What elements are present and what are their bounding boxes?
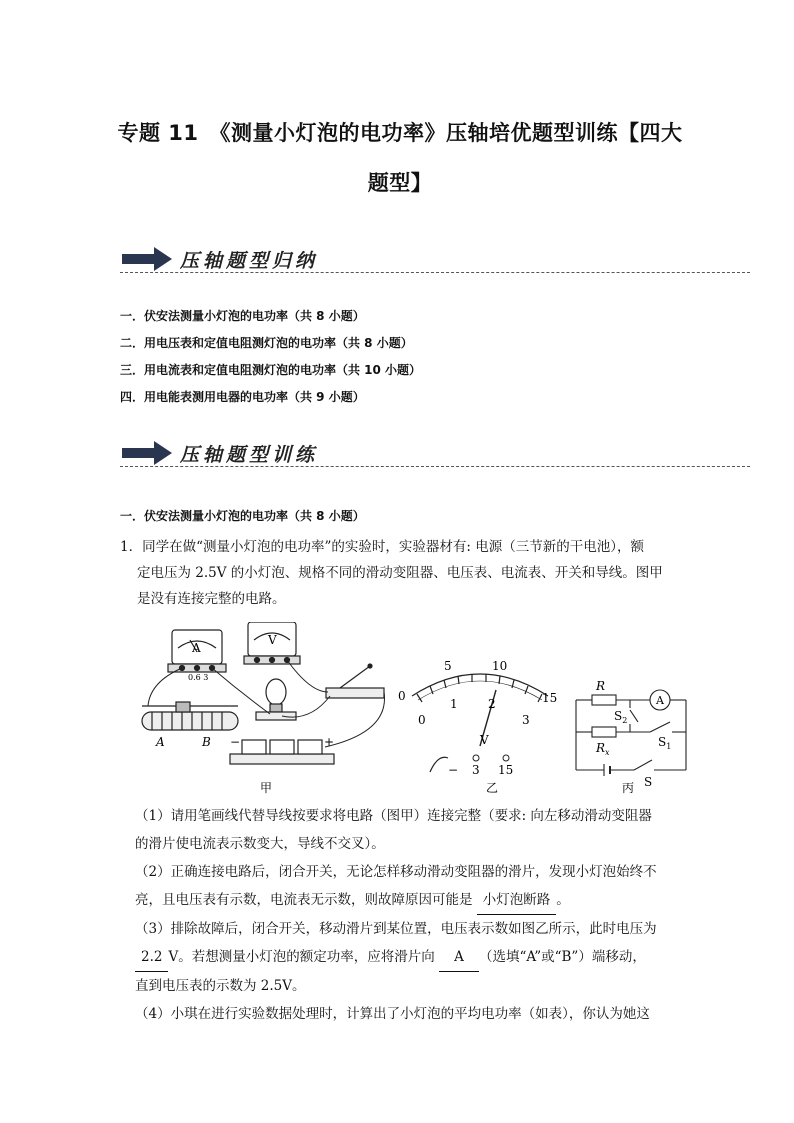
voltmeter-label: V [268, 633, 277, 647]
dial-scale [412, 674, 548, 702]
answer-blank: 小灯泡断路 [477, 886, 557, 915]
scale-top-label: 10 [492, 659, 508, 673]
ammeter-terminals: 0.6 3 [188, 673, 209, 682]
rheostat-b-label: B [202, 735, 211, 749]
problem-text: 是没有连接完整的电路。 [137, 591, 286, 607]
dial-terminal-label: − [448, 763, 459, 777]
question-1: （1）请用笔画线代替导线按要求将电路（图甲）连接完整（要求: 向左移动滑动变阻器 [135, 808, 652, 824]
banner-divider [120, 466, 750, 467]
circuit-r-label: R [596, 679, 606, 693]
question-1-cont: 的滑片使电流表示数变大，导线不交叉）。 [135, 836, 385, 852]
dial-terminal-icon [503, 755, 509, 761]
dial-terminal-label: 3 [472, 763, 480, 777]
section-heading: 一．伏安法测量小灯泡的电功率（共 8 小题） [120, 509, 365, 523]
scale-bottom-label: 1 [450, 697, 458, 711]
arrow-icon [120, 244, 180, 274]
question-3-end: 直到电压表的示数为 2.5V。 [135, 978, 306, 994]
circuit-s2-label: $S_2$ [614, 709, 628, 725]
summary-banner-label: 压轴题型归纳 [180, 250, 319, 272]
training-banner-label: 压轴题型训练 [180, 444, 319, 466]
scale-bottom-label: 2 [488, 697, 496, 711]
figure-label-bing: 丙 [622, 781, 635, 795]
arrow-icon [120, 438, 180, 468]
figure-label-yi: 乙 [486, 781, 499, 795]
dial-terminal-label: 15 [498, 763, 514, 777]
toc-item[interactable]: 三．用电流表和定值电阻测灯泡的电功率（共 10 小题） [120, 363, 422, 377]
question-2-cont: 亮，且电压表有示数，电流表无示数，则故障原因可能是 小灯泡断路 。 [135, 886, 705, 915]
battery-plus-label: + [324, 735, 335, 749]
dial-terminal-icon [473, 755, 479, 761]
circuit-s1-label: $S_1$ [658, 735, 672, 751]
question-2: （2）正确连接电路后，闭合开关，无论怎样移动滑动变阻器的滑片，发现小灯泡始终不 [135, 864, 657, 880]
battery-minus-label: − [230, 735, 241, 749]
answer-blank: 2.2 [135, 943, 168, 972]
toc-item[interactable]: 一．伏安法测量小灯泡的电功率（共 8 小题） [120, 309, 365, 323]
toc-list [120, 303, 421, 411]
scale-top-label: 15 [542, 691, 558, 705]
banner-divider [120, 272, 750, 273]
page-title [100, 108, 700, 208]
battery-pack [230, 740, 334, 764]
switch [326, 664, 384, 698]
scale-top-label: 0 [398, 689, 406, 703]
title-line-1: 专题 11 《测量小灯泡的电功率》压轴培优题型训练【四大 [117, 121, 683, 145]
rheostat [142, 702, 238, 730]
problem-text: 同学在做“测量小灯泡的电功率”的实验时，实验器材有: 电源（三节新的干电池），额 [142, 539, 644, 555]
question-3: （3）排除故障后，闭合开关，移动滑片到某位置，电压表示数如图乙所示，此时电压为 [135, 921, 657, 937]
training-banner [120, 438, 750, 478]
circuit-rx-label: $R_x$ [596, 741, 610, 757]
experiment-figure [130, 622, 690, 802]
question-4: （4）小琪在进行实验数据处理时，计算出了小灯泡的平均电功率（如表），你认为她这 [135, 1006, 650, 1022]
toc-item[interactable]: 四．用电能表测用电器的电功率（共 9 小题） [120, 390, 365, 404]
toc-item[interactable]: 二．用电压表和定值电阻测灯泡的电功率（共 8 小题） [120, 336, 413, 350]
figure-label-jia: 甲 [260, 781, 273, 795]
question-list [135, 802, 705, 1028]
circuit-s-label: S [644, 775, 653, 789]
rheostat-a-label: A [156, 735, 165, 749]
scale-bottom-label: 3 [522, 713, 530, 727]
ammeter-label: A [192, 641, 201, 655]
dial-wire [430, 757, 448, 772]
scale-bottom-label: 0 [418, 713, 426, 727]
scale-top-label: 5 [444, 659, 452, 673]
problem-statement [120, 534, 700, 612]
lamp [256, 679, 296, 720]
problem-number: 1． [120, 539, 143, 555]
question-3-cont: 2.2 V。若想测量小灯泡的额定功率，应将滑片向 A （选填“A”或“B”）端移动， [135, 943, 705, 972]
circuit-diagram [576, 690, 686, 776]
title-line-2: 题型】 [367, 171, 433, 195]
circuit-meter-label: A [656, 694, 664, 707]
dial-unit-label: V [480, 733, 489, 747]
answer-blank: A [439, 943, 479, 972]
summary-banner [120, 244, 750, 284]
problem-text: 定电压为 2.5V 的小灯泡、规格不同的滑动变阻器、电压表、电流表、开关和导线。图甲 [137, 565, 663, 581]
